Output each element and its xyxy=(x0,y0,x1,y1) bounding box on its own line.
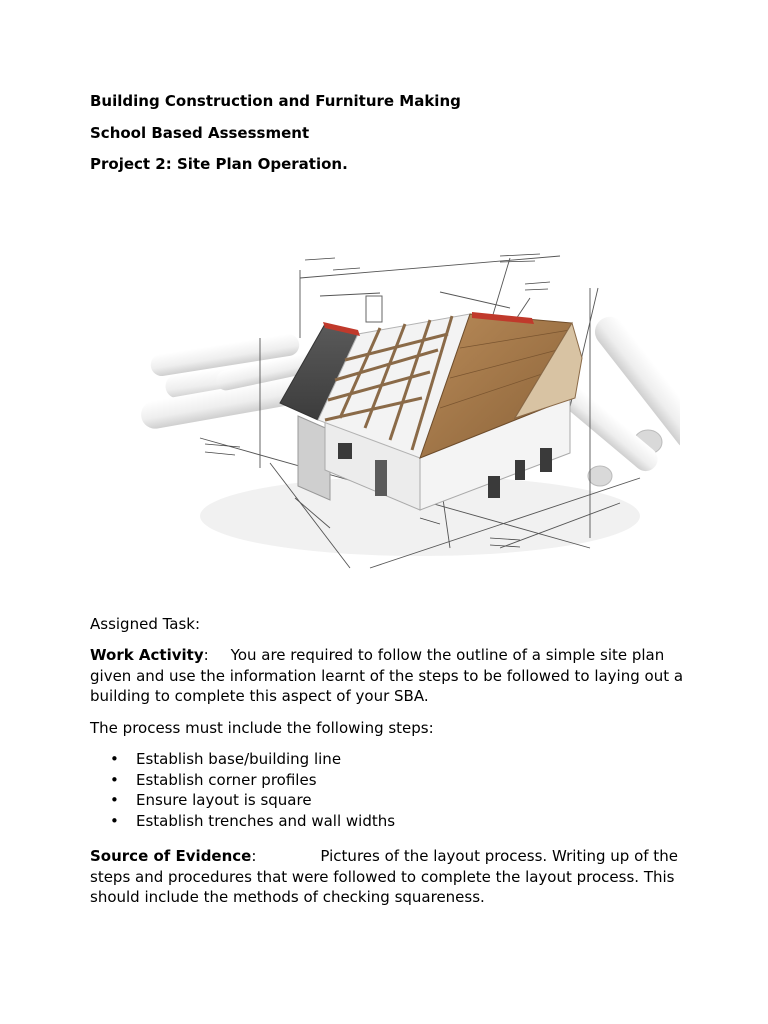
assessment-title: School Based Assessment xyxy=(90,124,310,142)
list-item: • Establish trenches and wall widths xyxy=(90,811,395,832)
list-item: • Ensure layout is square xyxy=(90,790,395,811)
source-of-evidence-text: Pictures of the layout process. Writing up of the steps and procedures that were followed to complete the layout process. This should include the methods of checking squareness. xyxy=(90,847,678,906)
house-construction-illustration xyxy=(120,248,680,574)
work-activity-label: Work Activity xyxy=(90,646,204,664)
project-title: Project 2: Site Plan Operation. xyxy=(90,155,348,173)
process-intro: The process must include the following steps: xyxy=(90,719,434,737)
list-item: • Establish base/building line xyxy=(90,749,395,770)
subject-title: Building Construction and Furniture Making xyxy=(90,92,461,110)
work-activity-paragraph xyxy=(90,645,685,707)
work-activity-separator: : xyxy=(203,646,209,664)
list-item: • Establish corner profiles xyxy=(90,770,395,791)
source-of-evidence-separator: : xyxy=(251,847,257,865)
steps-list xyxy=(90,749,395,832)
work-activity-text: You are required to follow the outline of a simple site plan given and use the information learnt of the steps to be followed to laying out a building to complete this aspect of your SBA. xyxy=(90,646,684,705)
source-of-evidence-label: Source of Evidence xyxy=(90,847,252,865)
source-of-evidence-paragraph xyxy=(90,846,685,908)
assigned-task-heading: Assigned Task: xyxy=(90,615,201,633)
